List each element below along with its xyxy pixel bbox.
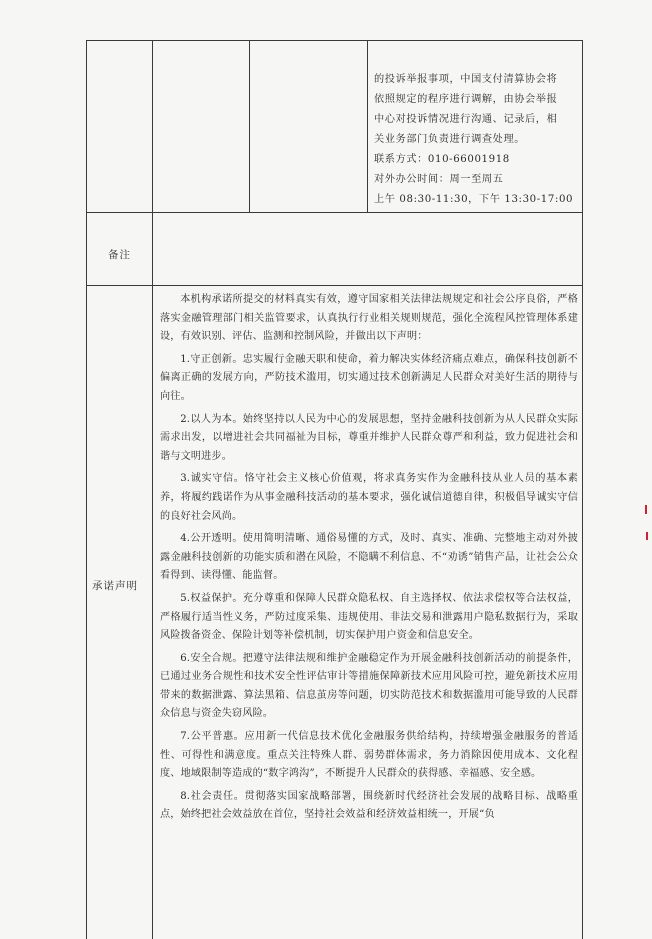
pledge-item: 1.守正创新。忠实履行金融天职和使命，着力解决实体经济痛点难点，确保科技创新不偏离正确的发展方向，严防技术滥用，切实通过技术创新满足人民群众对美好生活的期待与向往。: [160, 353, 578, 402]
office-hours-line: 对外办公时间：周一至周五: [374, 174, 504, 185]
pledge-intro: 本机构承诺所提交的材料真实有效，遵守国家相关法律法规规定和社会公序良俗，严格落实金融管理部门相关监管要求，认真执行行业相关规则规范，强化全流程风控管理体系建设，有效识别、评估、监测和控制风险，并做出以下声明：: [160, 294, 578, 343]
table-row-border-2: [86, 285, 583, 286]
complaint-info-cell: [374, 70, 580, 210]
office-time-line: 上午 08:30-11:30，下午 13:30-17:00: [374, 194, 574, 205]
pledge-item: 4.公开透明。使用简明清晰、通俗易懂的方式，及时、真实、准确、完整地主动对外披露金融科技创新的功能实质和潜在风险，不隐瞒不利信息、不“劝诱”销售产品，让社会公众看得到、读得懂、能监督。: [160, 533, 578, 582]
pledge-item: 7.公平普惠。应用新一代信息技术优化金融服务供给结构，持续增强金融服务的普适性、可得性和满意度。重点关注特殊人群、弱势群体需求，务力消除因使用成本、文化程度、地域限制等造成的“数字鸿沟”，不断提升人民群众的获得感、幸福感、安全感。: [160, 731, 578, 780]
pledge-item: 6.安全合规。把遵守法律法规和维护金融稳定作为开展金融科技创新活动的前提条件，已通过业务合规性和技术安全性评估审计等措施保障新技术应用风险可控，避免新技术应用带来的数据泄露、算法黑箱、信息茧房等问题，切实防范技术和数据滥用可能导致的人民群众信息与资金失窃风险。: [160, 652, 578, 720]
table-divider-label: [152, 40, 153, 939]
complaint-line: 依照规定的程序进行调解，由协会举报: [374, 94, 558, 105]
pledge-statement: [160, 291, 578, 829]
table-border-left: [86, 40, 87, 939]
pledge-label: 承诺声明: [92, 580, 138, 592]
scan-mark: [646, 532, 648, 540]
scan-mark: [645, 505, 647, 514]
table-divider-col3: [367, 40, 368, 212]
remark-label: 备注: [108, 249, 131, 261]
complaint-line: 中心对投诉情况进行沟通、记录后，相: [374, 114, 558, 125]
contact-line: 联系方式：010-66001918: [374, 154, 510, 165]
pledge-item: 5.权益保护。充分尊重和保障人民群众隐私权、自主选择权、依法求偿权等合法权益，严格履行适当性义务，严防过度采集、违规使用、非法交易和泄露用户隐私数据行为，采取风险拨备资金、保险计划等补偿机制，切实保护用户资金和信息安全。: [160, 592, 578, 642]
table-row-border-1: [86, 212, 583, 213]
pledge-item: 2.以人为本。始终坚持以人民为中心的发展思想，坚持金融科技创新为从人民群众实际需求出发，以增进社会共同福祉为目标，尊重并维护人民群众尊严和利益，致力促进社会和谐与文明进步。: [160, 413, 578, 462]
table-border-right: [582, 40, 583, 939]
complaint-line: 关业务部门负责进行调查处理。: [374, 134, 526, 145]
pledge-item: 8.社会责任。贯彻落实国家战略部署，围绕新时代经济社会发展的战略目标、战略重点，始终把社会效益放在首位，坚持社会效益和经济效益相统一，开展“负: [160, 790, 578, 821]
complaint-line: 的投诉举报事项，中国支付清算协会将: [374, 74, 558, 85]
table-divider-col2: [249, 40, 250, 212]
table-row-border-top: [86, 40, 583, 41]
pledge-item: 3.诚实守信。恪守社会主义核心价值观，将求真务实作为金融科技从业人员的基本素养，将履约践诺作为从事金融科技活动的基本要求，强化诚信道德自律，积极倡导诚实守信的良好社会风尚。: [160, 473, 578, 522]
